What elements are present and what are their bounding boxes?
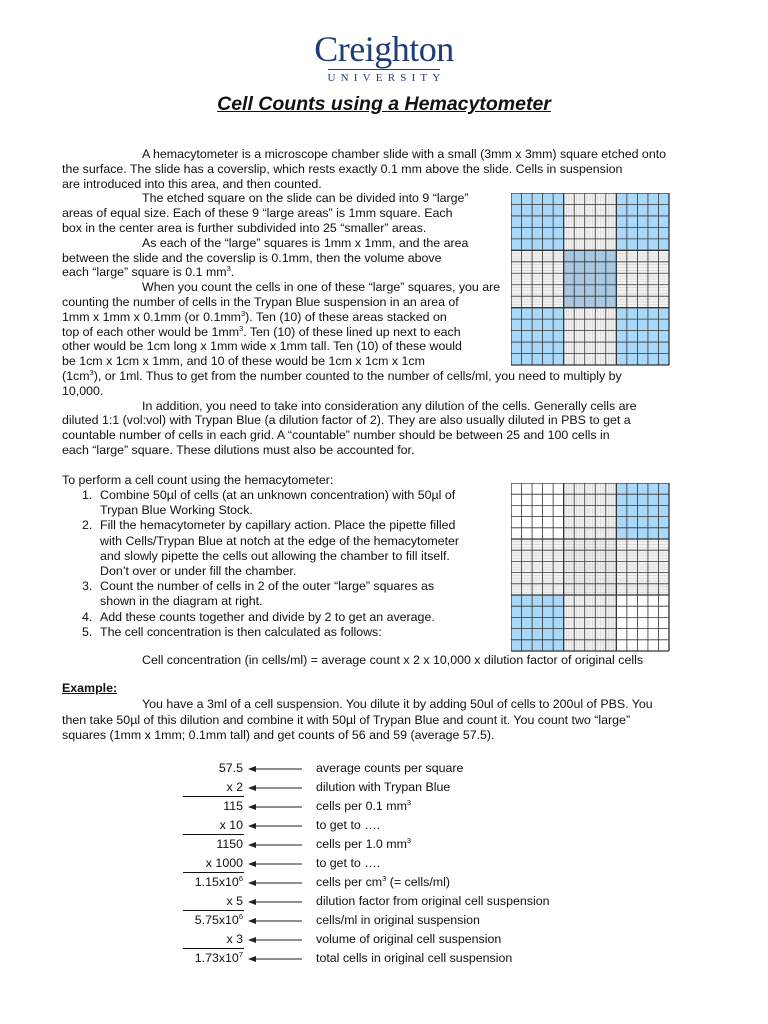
calc-description: total cells in original cell suspension (316, 951, 513, 965)
superscript: 7 (238, 950, 243, 959)
text-line: counting the number of cells in the Trypan Blue suspension in an area of (62, 295, 459, 309)
calc-description: average counts per square (316, 761, 464, 775)
arrow-left-icon (248, 801, 302, 813)
step-text: and slowly pipette the cells out allowing the chamber to fill itself. (100, 548, 450, 563)
step-number: 1. (82, 488, 93, 502)
procedure-heading: To perform a cell count using the hemacytometer: (62, 473, 334, 487)
arrow-left-icon (248, 782, 302, 794)
calc-description: cells per $cm^3$ (= cells/ml) (316, 874, 450, 889)
highlighted-large-square (511, 308, 564, 365)
highlighted-large-square (511, 193, 564, 250)
formula: Cell concentration (in cells/ml) = average count x 2 x 10,000 x dilution factor of original cells (142, 653, 644, 667)
calc-value: 115 (223, 799, 243, 813)
calc-value: $1.73x10^7$ (194, 950, 243, 965)
superscript: 3 (89, 368, 94, 377)
arrow-left-icon (248, 953, 302, 965)
step-text: The cell concentration is then calculated as follows: (100, 624, 382, 639)
arrow-left-icon (248, 858, 302, 870)
text-line: In addition, you need to take into consideration any dilution of the cells. Generally cells are (142, 398, 637, 413)
calc-value: $5.75x10^6$ (194, 912, 243, 927)
highlighted-large-square (616, 193, 669, 250)
highlighted-large-square (616, 308, 669, 365)
step-number: 2. (82, 518, 93, 533)
example-line: squares (1mm x 1mm; 0.1mm tall) and get counts of 56 and 59 (average 57.5). (62, 728, 495, 742)
superscript: 3 (406, 836, 412, 845)
arrow-left-icon (248, 915, 302, 927)
calc-description: cells per 0.1 $mm^3$ (316, 798, 412, 813)
text-line: are introduced into this area, and then counted. (62, 176, 322, 191)
arrow-left-icon (248, 839, 302, 851)
calc-description: dilution factor from original cell suspension (316, 894, 550, 908)
calc-value: $1.15x10^6$ (194, 874, 243, 889)
text-line: top of each other would be $1mm^3$. Ten (10) of these lined up next to each (62, 323, 461, 339)
example-line: You have a 3ml of a cell suspension. You dilute it by adding 50ul of cells to 200ul of PBS. You (142, 697, 653, 711)
calc-value: 57.5 (218, 761, 243, 775)
superscript: 3 (406, 798, 412, 807)
calc-description: volume of original cell suspension (316, 932, 502, 946)
text-line: between the slide and the coverslip is 0.1mm, then the volume above (62, 250, 442, 265)
text-line: 10,000. (62, 383, 104, 398)
hemacytometer-grid-diagram (511, 193, 670, 366)
step-number: 5. (82, 624, 93, 639)
calc-value: x 3 (226, 932, 243, 946)
text-line: the surface. The slide has a coverslip, which rests exactly 0.1 mm above the slide. Cells in suspension (62, 161, 623, 176)
underline-rule (183, 834, 244, 835)
text-line: each “large” square. These dilutions must also be accounted for. (62, 443, 415, 457)
text-line: countable number of cells in each grid. A “countable” number should be between 25 and 100 cells in (62, 428, 610, 443)
step-text: Count the number of cells in 2 of the outer “large” squares as (100, 579, 435, 594)
text-line: A hemacytometer is a microscope chamber slide with a small (3mm x 3mm) square etched onto (142, 147, 667, 161)
superscript: 3 (239, 323, 244, 333)
text-line: diluted 1:1 (vol:vol) with Trypan Blue (a dilution factor of 2). They are also usually diluted in PBS to get a (62, 413, 631, 428)
logo-rule (328, 69, 440, 70)
calc-value: 1150 (216, 837, 243, 851)
calc-description: dilution with Trypan Blue (316, 780, 451, 794)
superscript: 6 (238, 874, 243, 883)
example-line: then take 50µl of this dilution and combine it with 50µl of Trypan Blue and count it. You count two “large” (62, 712, 631, 727)
hemacytometer-count-diagram (511, 483, 670, 652)
text-line: areas of equal size. Each of these 9 “large areas” is 1mm square. Each (62, 206, 453, 221)
arrow-left-icon (248, 763, 302, 775)
step-text: Fill the hemacytometer by capillary action. Place the pipette filled (100, 518, 456, 533)
underline-rule (183, 872, 244, 873)
text-line: When you count the cells in one of these “large” squares, you are (142, 280, 501, 295)
highlighted-large-square (616, 483, 669, 539)
calc-description: to get to …. (316, 856, 381, 870)
calc-value: x 5 (226, 894, 243, 908)
step-number: 3. (82, 579, 93, 594)
calc-value: x 10 (219, 818, 243, 832)
calc-description: cells per 1.0 $mm^3$ (316, 836, 412, 851)
calc-description: cells/ml in original suspension (316, 913, 480, 927)
superscript: 6 (238, 912, 243, 921)
example-heading: Example: (62, 681, 118, 695)
logo-name: Creighton (314, 29, 454, 69)
underline-rule (183, 910, 244, 911)
calc-value: x 2 (226, 780, 243, 794)
step-number: 4. (82, 609, 93, 624)
calc-value: x 1000 (205, 856, 243, 870)
text-line: The etched square on the slide can be divided into 9 “large” (142, 191, 469, 206)
creighton-logo (0, 30, 768, 84)
arrow-left-icon (248, 934, 302, 946)
calc-description: to get to …. (316, 818, 381, 832)
highlighted-large-square (511, 595, 564, 651)
step-text: Trypan Blue Working Stock. (100, 503, 253, 518)
text-line: other would be 1cm long x 1mm wide x 1mm tall. Ten (10) of these would (62, 339, 462, 354)
page-title: Cell Counts using a Hemacytometer (217, 93, 551, 115)
arrow-left-icon (248, 896, 302, 908)
superscript: 3 (382, 874, 387, 883)
step-text: Add these counts together and divide by 2 to get an average. (100, 609, 435, 624)
text-line: be 1cm x 1cm x 1mm, and 10 of these would be 1cm x 1cm x 1cm (62, 354, 425, 369)
arrow-left-icon (248, 877, 302, 889)
logo-subtitle: UNIVERSITY (327, 72, 446, 84)
superscript: 3 (241, 308, 246, 318)
arrow-left-icon (248, 820, 302, 832)
text-line: box in the center area is further subdivided into 25 “smaller” areas. (62, 221, 427, 235)
text-line: $(1cm^3)$, or 1ml. Thus to get from the number counted to the number of cells/ml, you need to multiply by (62, 368, 622, 383)
underline-rule (183, 796, 244, 797)
step-text: Combine 50µl of cells (at an unknown concentration) with 50µl of (100, 488, 456, 502)
superscript: 3 (226, 264, 231, 274)
step-text: Don’t over or under fill the chamber. (100, 564, 297, 578)
step-text: with Cells/Trypan Blue at notch at the edge of the hemacytometer (100, 533, 460, 548)
underline-rule (183, 948, 244, 949)
text-line: 1mm x 1mm x 0.1mm (or $0.1mm^3$). Ten (10) of these areas stacked on (62, 308, 447, 324)
step-text: shown in the diagram at right. (100, 594, 263, 609)
text-line: As each of the “large” squares is 1mm x 1mm, and the area (142, 235, 469, 250)
text-line: each “large” square is 0.1 $mm^3$. (62, 264, 235, 280)
